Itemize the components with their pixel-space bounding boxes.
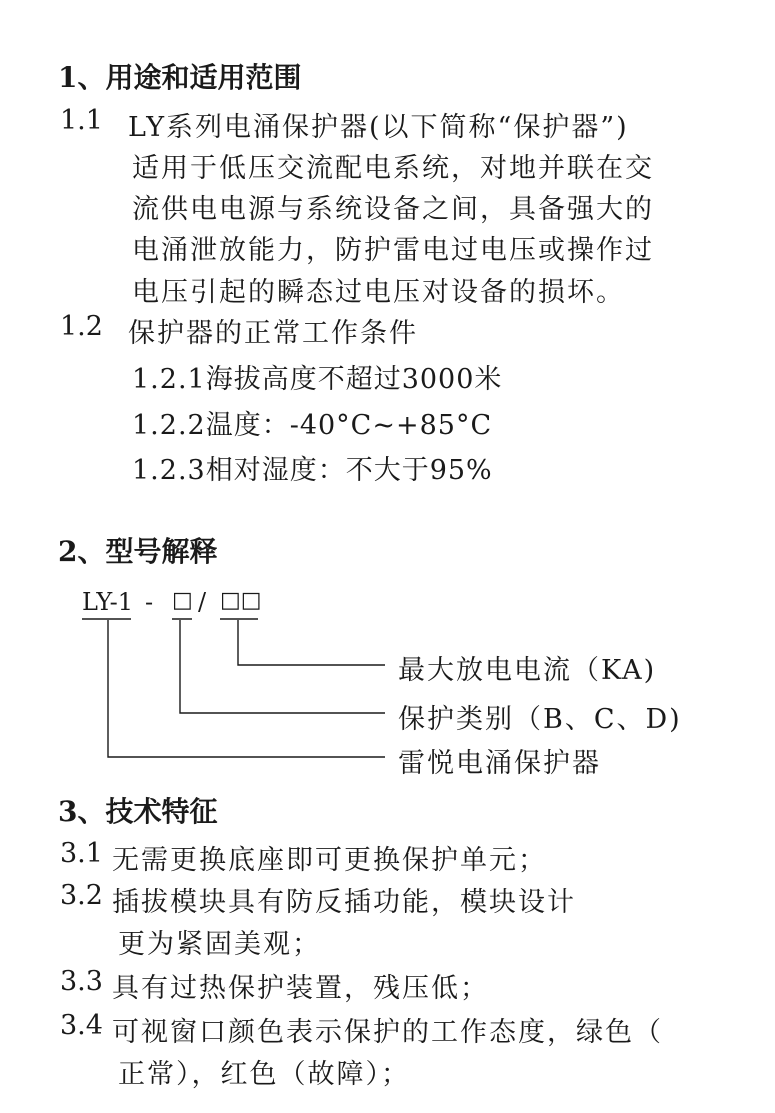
label-max-discharge-current: 最大放电电流（KA) bbox=[398, 655, 657, 686]
model-box-category: □ bbox=[172, 588, 193, 613]
item-3-4-line: 可视窗口颜色表示保护的工作态度，绿色（ bbox=[112, 1017, 663, 1048]
item-1-1-line: 电涌泄放能力，防护雷电过电压或操作过 bbox=[132, 235, 654, 266]
item-3-4-number: 3.4 bbox=[60, 1010, 103, 1041]
model-dash: - bbox=[145, 588, 154, 616]
section1-heading: 1、用途和适用范围 bbox=[58, 61, 302, 94]
item-1-2-subitem: 1.2.2温度：-40°C~+85°C bbox=[132, 410, 493, 441]
item-1-2-subitem: 1.2.3相对湿度：不大于95% bbox=[132, 455, 493, 486]
item-1-1-line: 电压引起的瞬态过电压对设备的损坏。 bbox=[132, 277, 625, 308]
model-slash: / bbox=[198, 588, 207, 616]
item-3-2-line: 更为紧固美观； bbox=[118, 929, 321, 960]
item-1-1-number: 1.1 bbox=[60, 105, 103, 136]
label-protection-category: 保护类别（B、C、D) bbox=[398, 704, 682, 735]
item-3-2-number: 3.2 bbox=[60, 880, 103, 911]
section3-heading: 3、技术特征 bbox=[58, 795, 218, 828]
item-1-1-line: LY系列电涌保护器(以下简称“保护器”) bbox=[128, 112, 629, 143]
item-1-1-line: 流供电电源与系统设备之间，具备强大的 bbox=[132, 194, 654, 225]
item-3-3-line: 具有过热保护装置，残压低； bbox=[112, 973, 489, 1004]
item-3-1-line: 无需更换底座即可更换保护单元； bbox=[112, 845, 547, 876]
label-brand: 雷悦电涌保护器 bbox=[398, 748, 601, 779]
item-1-2-subitem: 1.2.1海拔高度不超过3000米 bbox=[132, 364, 503, 395]
section2-heading: 2、型号解释 bbox=[58, 535, 218, 568]
item-1-1-line: 适用于低压交流配电系统，对地并联在交 bbox=[132, 153, 654, 184]
item-1-2-title: 保护器的正常工作条件 bbox=[128, 318, 418, 349]
item-3-1-number: 3.1 bbox=[60, 838, 103, 869]
item-3-2-line: 插拔模块具有防反插功能，模块设计 bbox=[112, 887, 576, 918]
item-1-2-number: 1.2 bbox=[60, 311, 103, 342]
item-3-3-number: 3.3 bbox=[60, 966, 103, 997]
model-box-current: □□ bbox=[220, 588, 262, 613]
model-prefix: LY-1 bbox=[82, 588, 133, 616]
item-3-4-line: 正常），红色（故障）； bbox=[118, 1059, 410, 1090]
